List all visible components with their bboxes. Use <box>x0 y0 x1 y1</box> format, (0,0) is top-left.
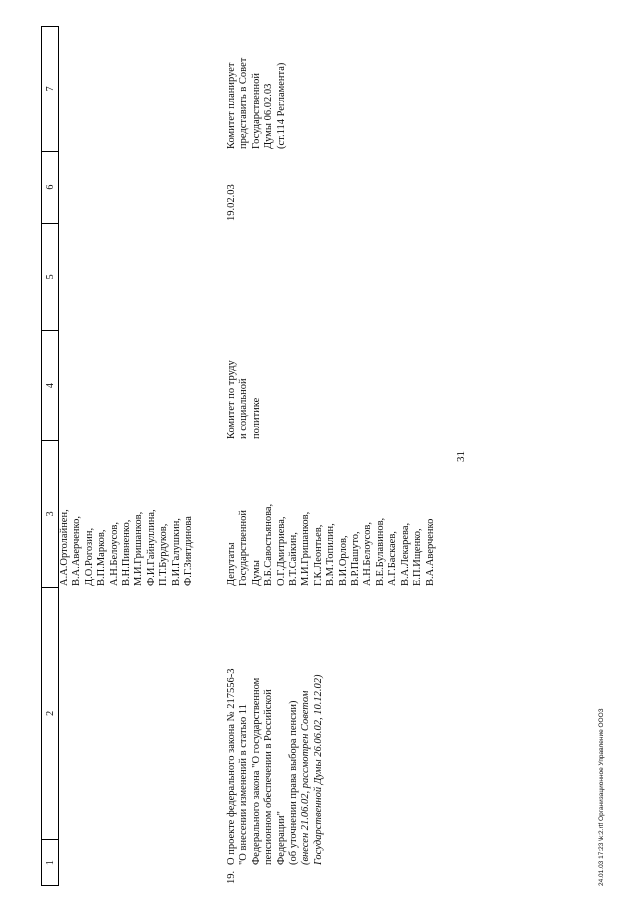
author-name: В.А.Аверченко <box>424 518 436 586</box>
committee-line: и социальной <box>238 378 250 439</box>
note-line: Комитет планирует <box>226 62 237 149</box>
committee-line: политике <box>250 397 262 439</box>
bill-title-italic-line: (внесен 21.06.02, рассмотрен Советом <box>300 690 312 865</box>
committee-cell <box>226 360 263 439</box>
author-name: В.Б.Савостьянова, <box>263 503 275 586</box>
bill-title-line: О проекте федерального закона № 217556-3 <box>226 668 237 865</box>
column-number: 1 <box>44 860 56 866</box>
author-name: О.Г.Дмитриева, <box>275 516 287 586</box>
note-line: (ст.114 Регламента) <box>275 62 287 149</box>
column-number: 7 <box>42 27 58 152</box>
author-name: А.Г.Баскаев, <box>387 531 399 586</box>
author-name: Ф.И.Гайнуллина, <box>145 509 157 586</box>
authors-line: Государственной <box>238 510 250 586</box>
prior-authors-cell <box>59 509 195 586</box>
author-name: В.А.Аверченко, <box>71 516 83 586</box>
bill-title-line: Федерации" <box>275 811 287 865</box>
column-number: 4 <box>42 331 58 441</box>
authors-line: Думы <box>250 560 262 586</box>
note-line: Думы 06.02.03 <box>263 83 275 149</box>
author-name: П.Т.Бурдуков, <box>158 523 170 586</box>
authors-line: Депутаты <box>226 542 237 586</box>
author-name: Д.О.Рогозин, <box>83 527 95 586</box>
author-name: В.А.Лекарева, <box>399 522 411 586</box>
column-number: 3 <box>42 441 58 588</box>
bill-title-line: "О внесении изменений в статью 11 <box>238 704 250 865</box>
author-name: В.Т.Сайкин, <box>288 532 300 586</box>
table-row <box>59 26 619 886</box>
author-name: В.М.Топилин, <box>325 523 337 586</box>
author-name: В.П.Марков, <box>96 529 108 586</box>
row-number: 19. <box>226 870 237 884</box>
author-name: Е.П.Ищенко, <box>412 528 424 586</box>
author-name: А.А.Ортолайнен, <box>59 509 70 586</box>
note-cell <box>226 58 288 149</box>
column-number: 5 <box>42 224 58 332</box>
author-name: В.Н.Пивненко, <box>121 519 133 586</box>
note-line: Государственной <box>250 73 262 149</box>
bill-title-italic-line: Государственной Думы 26.06.02, 10.12.02) <box>312 674 324 865</box>
print-footer: 24.01.03 17:23 \k:2.rtf Организационное Управление ОООЗ <box>598 708 605 886</box>
column-number: 6 <box>42 152 58 224</box>
date-cell: 19.02.03 <box>226 184 237 221</box>
author-name: А.Н.Белоусов, <box>362 522 374 586</box>
author-name: В.И.Галушкин, <box>170 518 182 586</box>
author-name: Ф.Г.Зиятдинова <box>183 516 195 586</box>
author-name: М.И.Гришанков, <box>133 511 145 586</box>
author-name: Г.К.Леонтьев, <box>312 524 324 586</box>
column-number-header <box>41 26 59 886</box>
note-line: представить в Совет <box>238 57 250 149</box>
page-number: 31 <box>455 451 467 462</box>
bill-title-line: Федерального закона "О государственном <box>250 677 262 865</box>
author-name: В.Е.Булавинов, <box>374 517 386 586</box>
author-name: В.И.Орлов, <box>337 535 349 586</box>
column-number: 2 <box>42 588 58 840</box>
bill-title-line: (об уточнении права выбора пенсии) <box>288 700 300 865</box>
committee-line: Комитет по труду <box>226 360 237 439</box>
author-name: А.Н.Белоусов, <box>108 522 120 586</box>
author-name: В.Р.Пашуто, <box>350 531 362 586</box>
author-name: М.И.Гришанков, <box>300 511 312 586</box>
authors-cell <box>226 504 437 586</box>
bill-title-line: пенсионном обеспечении в Российской <box>263 689 275 865</box>
